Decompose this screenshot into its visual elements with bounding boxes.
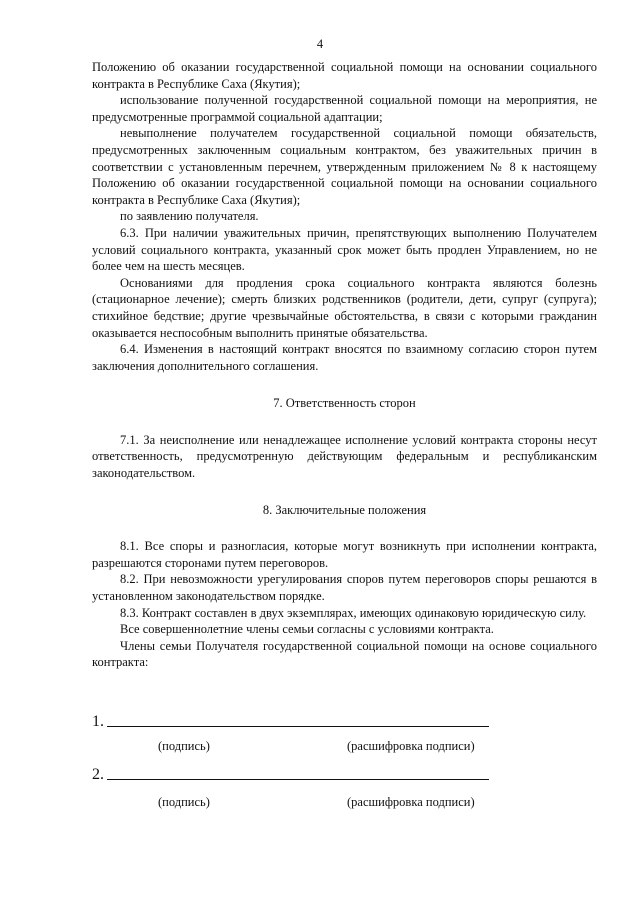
paragraph: 7.1. За неисполнение или ненадлежащее исполнение условий контракта стороны несут ответственность, предусмотренную действующим федеральным и республиканским законодательством. [92, 432, 597, 481]
paragraph: 6.3. При наличии уважительных причин, препятствующих выполнению Получателем условий социального контракта, указанный срок может быть продлен Управлением, но не более чем на шесть месяцев. [92, 225, 597, 274]
page-number: 4 [316, 37, 324, 51]
signature-line-2[interactable] [92, 766, 492, 782]
paragraph: по заявлению получателя. [120, 209, 259, 224]
signature-caption: (подпись) [158, 739, 210, 753]
paragraph: Члены семьи Получателя государственной социальной помощи на основе социального контракта: [92, 638, 597, 670]
paragraph: 6.4. Изменения в настоящий контракт вносятся по взаимному согласию сторон путем заключения дополнительного соглашения. [92, 342, 597, 373]
signature-number: 1. [92, 713, 104, 730]
signature-decode-caption: (расшифровка подписи) [347, 739, 475, 753]
document-body [92, 59, 597, 671]
paragraph: невыполнение получателем государственной социальной помощи обязательств, предусмотренных заключенным социальным контрактом, без уважительных причин в соответствии с установленным перечнем, утвержденным приложением № 8 к настоящему Положению об оказании государственной социальной помощи на основании социального контракта в Республике Саха (Якутия); [92, 126, 597, 207]
paragraph: 8.3. Контракт составлен в двух экземплярах, имеющих одинаковую юридическую силу. [120, 605, 587, 620]
signature-number: 2. [92, 766, 104, 783]
paragraph: 8.2. При невозможности урегулирования споров путем переговоров споры решаются в установленном законодательством порядке. [92, 572, 597, 604]
paragraph: Основаниями для продления срока социального контракта являются болезнь (стационарное лечение); смерть близких родственников (родители, дети, супруг (супруга); стихийное бедствие; другие чрезвычайные обстоятельства, в связи с которыми гражданин оказывается неспособным выполнить принятые обязательства. [92, 275, 597, 340]
section-heading: 7. Ответственность сторон [273, 396, 416, 411]
signature-line-1[interactable] [92, 713, 492, 729]
paragraph: Все совершеннолетние члены семьи согласны с условиями контракта. [120, 622, 494, 637]
section-heading: 8. Заключительные положения [262, 502, 427, 517]
paragraph: использование полученной государственной социальной помощи на мероприятия, не предусмотренные программой социальной адаптации; [92, 93, 597, 124]
paragraph: 8.1. Все споры и разногласия, которые могут возникнуть при исполнении контракта, разрешаются сторонами путем переговоров. [92, 539, 597, 570]
signature-caption: (подпись) [158, 795, 210, 809]
signature-rule [107, 779, 489, 780]
signature-decode-caption: (расшифровка подписи) [347, 795, 475, 809]
paragraph: Положению об оказании государственной социальной помощи на основании социального контракта в Республике Саха (Якутия); [92, 60, 597, 91]
signature-rule [107, 726, 489, 727]
